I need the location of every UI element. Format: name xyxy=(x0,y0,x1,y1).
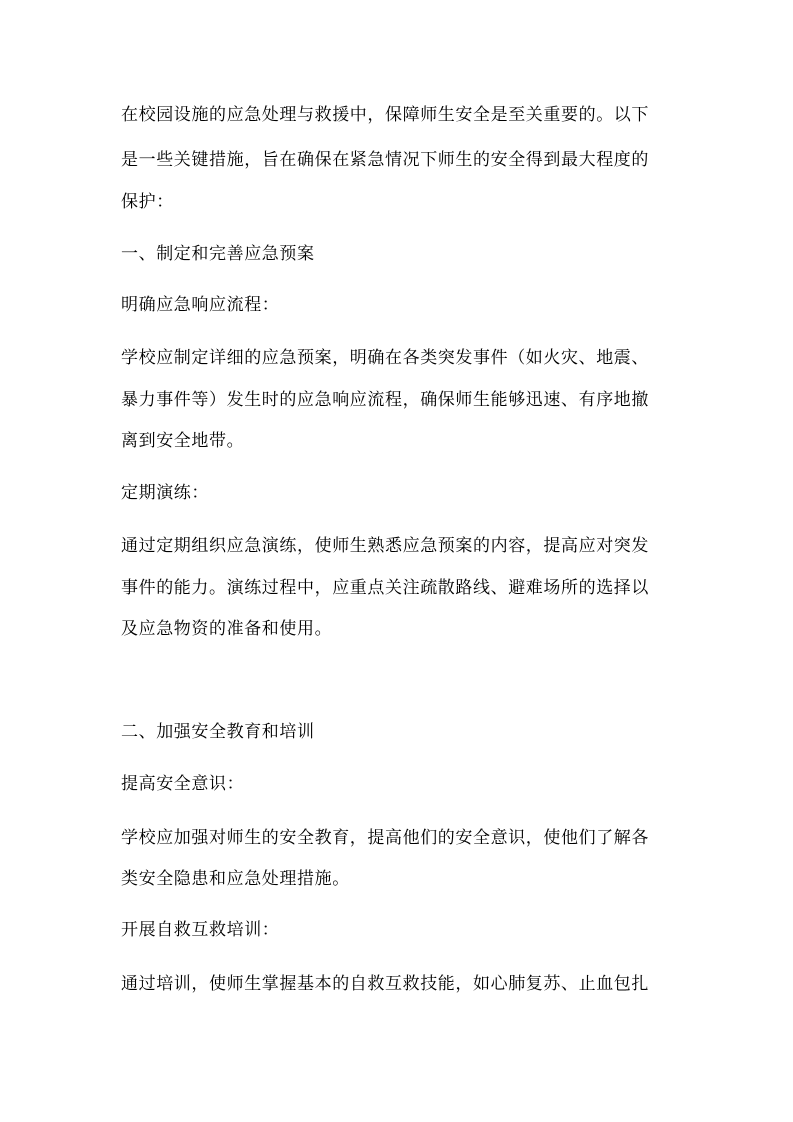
section-1-item-2-body-line-2: 事件的能力。演练过程中，应重点关注疏散路线、避难场所的选择以 xyxy=(121,578,649,598)
intro-line-2: 是一些关键措施，旨在确保在紧急情况下师生的安全得到最大程度的 xyxy=(121,150,649,170)
intro-line-3: 保护： xyxy=(121,192,174,212)
section-1-item-1-body-line-1: 学校应制定详细的应急预案，明确在各类突发事件（如火灾、地震、 xyxy=(121,348,649,368)
section-2-item-1-body-line-1: 学校应加强对师生的安全教育，提高他们的安全意识，使他们了解各 xyxy=(121,828,649,848)
section-2-item-2-body-line-1: 通过培训，使师生掌握基本的自救互救技能，如心肺复苏、止血包扎 xyxy=(121,974,649,994)
intro-line-1: 在校园设施的应急处理与救援中，保障师生安全是至关重要的。以下 xyxy=(121,105,649,125)
section-1-item-1-body-line-2: 暴力事件等）发生时的应急响应流程，确保师生能够迅速、有序地撤 xyxy=(121,390,649,410)
section-2-item-2-title: 开展自救互救培训： xyxy=(121,920,280,940)
section-1-item-1-body-line-3: 离到安全地带。 xyxy=(121,431,245,451)
section-2-item-1-body-line-2: 类安全隐患和应急处理措施。 xyxy=(121,869,350,889)
section-1-item-2-body-line-3: 及应急物资的准备和使用。 xyxy=(121,619,333,639)
section-1-item-2-title: 定期演练： xyxy=(121,483,209,503)
section-2-item-1-title: 提高安全意识： xyxy=(121,774,245,794)
section-2-heading: 二、加强安全教育和培训 xyxy=(121,722,315,742)
section-1-heading: 一、制定和完善应急预案 xyxy=(121,244,315,264)
section-1-item-2-body-line-1: 通过定期组织应急演练，使师生熟悉应急预案的内容，提高应对突发 xyxy=(121,536,649,556)
section-1-item-1-title: 明确应急响应流程： xyxy=(121,295,280,315)
